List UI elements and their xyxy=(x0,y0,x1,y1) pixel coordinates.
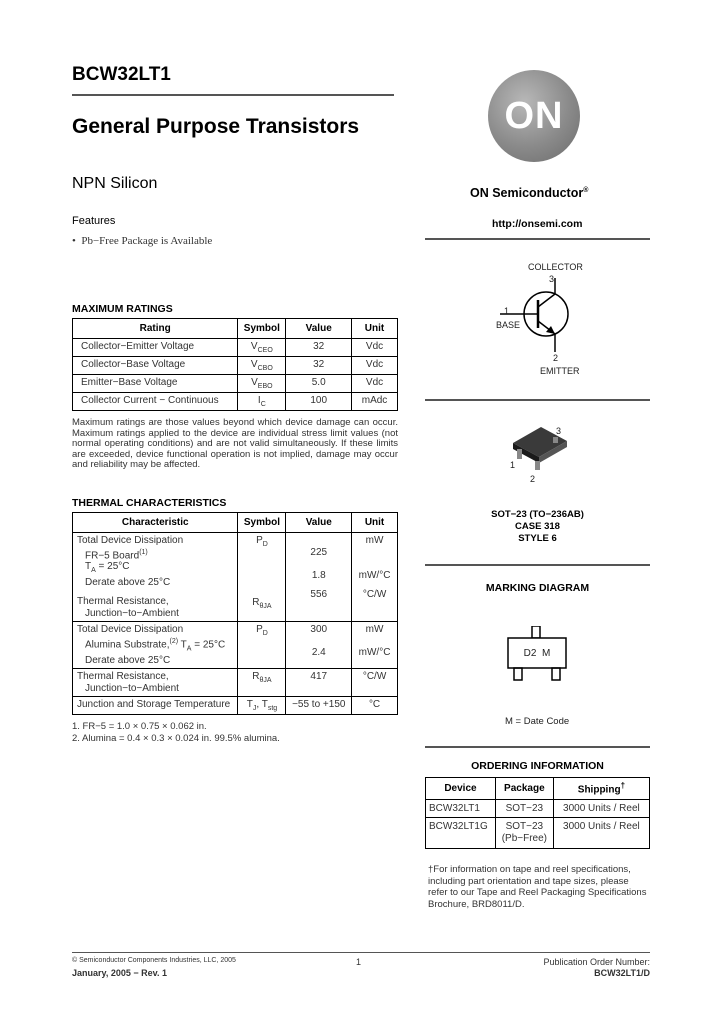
ordering-heading: ORDERING INFORMATION xyxy=(471,760,604,772)
marking-heading: MARKING DIAGRAM xyxy=(485,582,590,594)
col-device: Device xyxy=(426,778,496,800)
website-url: http://onsemi.com xyxy=(492,218,583,230)
rating-cell: Collector−Base Voltage xyxy=(73,357,238,375)
symbol-cell: $T_J$, $T_{stg}$ xyxy=(238,697,286,715)
shipping-cell: 3000 Units / Reel xyxy=(553,818,649,849)
col-symbol: Symbol xyxy=(238,513,286,533)
symbol-cell: $I_C$ xyxy=(238,393,286,411)
rating-cell: Collector Current − Continuous xyxy=(73,393,238,411)
base-label: BASE xyxy=(496,320,521,330)
unit-cell: Vdc xyxy=(352,375,398,393)
publication-label: Publication Order Number: xyxy=(543,957,650,967)
part-number: BCW32LT1 xyxy=(72,64,171,85)
value-cell: −55 to +150 xyxy=(286,697,352,715)
symbol-cell: $V_{CBO}$ xyxy=(238,357,286,375)
unit-cell: °C/W xyxy=(352,669,398,697)
page-title: General Purpose Transistors xyxy=(72,115,360,138)
unit-cell: mW mW/°C °C/W xyxy=(352,533,398,622)
collector-label: COLLECTOR xyxy=(528,262,583,272)
footnote-2: 2. Alumina = 0.4 × 0.3 × 0.024 in. 99.5% alumina. xyxy=(72,733,280,744)
pin-1-label: 1 xyxy=(504,306,510,316)
page-subtitle: NPN Silicon xyxy=(72,175,158,192)
ordering-note: †For information on tape and reel specifications, including part orientation and tape sizes, please refer to our Tape and Reel Packaging Specifications Brochure, BRD8011/D. xyxy=(428,864,647,910)
header-rule xyxy=(72,94,394,96)
unit-cell: Vdc xyxy=(352,339,398,357)
unit-cell: mW mW/°C xyxy=(352,622,398,669)
symbol-cell: $V_{CEO}$ xyxy=(238,339,286,357)
thermal-heading: THERMAL CHARACTERISTICS xyxy=(72,497,227,509)
copyright: © Semiconductor Components Industries, LLC, 2005 xyxy=(72,957,236,964)
marking-legend: M = Date Code xyxy=(505,716,570,727)
revision-date: January, 2005 − Rev. 1 xyxy=(72,968,167,978)
max-ratings-heading: MAXIMUM RATINGS xyxy=(72,303,173,315)
table-row xyxy=(426,818,650,849)
table-row xyxy=(73,697,398,715)
value-cell: 225 1.8 556 xyxy=(286,533,352,622)
device-cell: BCW32LT1 xyxy=(426,800,496,818)
col-value: Value xyxy=(286,513,352,533)
pin-3-label: 3 xyxy=(549,274,555,284)
value-cell: 5.0 xyxy=(286,375,352,393)
marking-code: D2 M xyxy=(523,648,551,659)
col-unit: Unit xyxy=(352,513,398,533)
value-cell: 32 xyxy=(286,357,352,375)
symbol-cell: $P_D$ $R_{\theta JA}$ xyxy=(238,533,286,622)
table-row xyxy=(73,357,398,375)
col-rating: Rating xyxy=(73,319,238,339)
pin-2-label: 2 xyxy=(553,353,559,363)
table-row xyxy=(73,533,398,622)
ordering-table xyxy=(425,777,650,849)
col-value: Value xyxy=(286,319,352,339)
page-number: 1 xyxy=(356,957,362,967)
package-pin-3: 3 xyxy=(556,426,562,436)
package-pin-2: 2 xyxy=(530,474,536,484)
table-header-row xyxy=(73,319,398,339)
unit-cell: Vdc xyxy=(352,357,398,375)
divider xyxy=(425,238,650,240)
characteristic-cell: Total Device Dissipation Alumina Substrate,$^{(2)}$ $T_A = 25^\circ C$ Derate above 25°C xyxy=(73,622,238,669)
unit-cell: °C xyxy=(352,697,398,715)
features-heading: Features xyxy=(72,215,116,227)
features-item: • Pb−Free Package is Available xyxy=(72,235,213,247)
shipping-cell: 3000 Units / Reel xyxy=(553,800,649,818)
emitter-label: EMITTER xyxy=(540,366,580,376)
col-package: Package xyxy=(495,778,553,800)
divider xyxy=(425,746,650,748)
table-row xyxy=(73,622,398,669)
value-cell: 100 xyxy=(286,393,352,411)
characteristic-cell: Thermal Resistance, Junction−to−Ambient xyxy=(73,669,238,697)
footnote-1: 1. FR−5 = 1.0 × 0.75 × 0.062 in. xyxy=(72,721,207,732)
table-row xyxy=(426,800,650,818)
max-ratings-table xyxy=(72,318,398,411)
rating-cell: Collector−Emitter Voltage xyxy=(73,339,238,357)
col-characteristic: Characteristic xyxy=(73,513,238,533)
table-row xyxy=(73,669,398,697)
transistor-schematic-icon xyxy=(480,268,600,358)
package-pin-1: 1 xyxy=(510,460,516,470)
sot23-package-icon xyxy=(505,415,575,475)
col-unit: Unit xyxy=(352,319,398,339)
package-cell: SOT−23 xyxy=(495,800,553,818)
package-info: SOT−23 (TO−236AB) CASE 318 STYLE 6 xyxy=(491,509,584,544)
divider xyxy=(425,399,650,401)
table-header-row xyxy=(426,778,650,800)
thermal-table xyxy=(72,512,398,715)
table-row xyxy=(73,339,398,357)
characteristic-cell: Junction and Storage Temperature xyxy=(73,697,238,715)
value-cell: 32 xyxy=(286,339,352,357)
footer-rule xyxy=(72,952,650,953)
divider xyxy=(425,564,650,566)
col-symbol: Symbol xyxy=(238,319,286,339)
brand-name: ON Semiconductor® xyxy=(470,186,589,200)
publication-number: BCW32LT1/D xyxy=(594,968,650,978)
max-ratings-note: Maximum ratings are those values beyond which device damage can occur. Maximum ratings applied to the device are individual stress limit values (not normal operating conditions) and are not valid simultaneously. If these limits are exceeded, device functional operation is not implied, damage may occur and reliability may be affected. xyxy=(72,417,398,470)
symbol-cell: $R_{\theta JA}$ xyxy=(238,669,286,697)
value-cell: 417 xyxy=(286,669,352,697)
table-row xyxy=(73,393,398,411)
rating-cell: Emitter−Base Voltage xyxy=(73,375,238,393)
on-logo: ON xyxy=(488,70,580,162)
unit-cell: mAdc xyxy=(352,393,398,411)
symbol-cell: $V_{EBO}$ xyxy=(238,375,286,393)
value-cell: 300 2.4 xyxy=(286,622,352,669)
package-cell: SOT−23 (Pb−Free) xyxy=(495,818,553,849)
characteristic-cell: Total Device Dissipation FR−5 Board$^{(1)}$ $T_A = 25^\circ C$ Derate above 25°C Thermal Resistance, Junction−to−Ambient xyxy=(73,533,238,622)
device-cell: BCW32LT1G xyxy=(426,818,496,849)
table-row xyxy=(73,375,398,393)
symbol-cell: $P_D$ xyxy=(238,622,286,669)
table-header-row xyxy=(73,513,398,533)
col-shipping: Shipping† xyxy=(553,778,649,800)
